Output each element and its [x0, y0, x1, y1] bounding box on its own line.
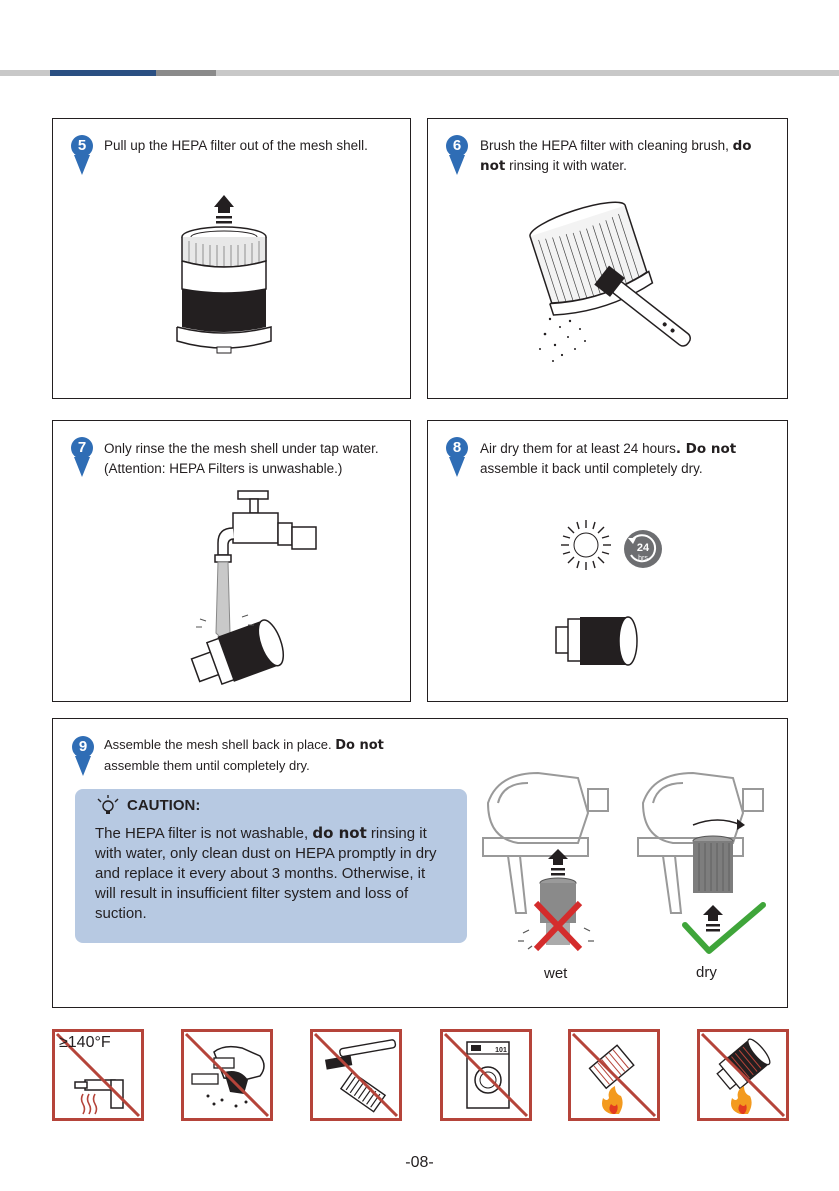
- step-6-panel: [427, 118, 788, 399]
- step-5-badge: 5: [71, 135, 93, 175]
- timer-24h-icon: [623, 529, 663, 569]
- tap-rinse-illustration: [178, 483, 328, 698]
- step-8-text: Air dry them for at least 24 hours. Do not assemble it back until completely dry.: [480, 441, 737, 476]
- brush-filter-illustration: [520, 199, 700, 369]
- header-bar-accent: [50, 70, 156, 76]
- hot-water-prohibited-icon: [52, 1029, 144, 1121]
- step-9-text: Assemble the mesh shell back in place. Do not assemble them until completely dry.: [104, 737, 384, 773]
- step-5-text: Pull up the HEPA filter out of the mesh shell.: [104, 138, 368, 153]
- hepa-filter-lift-illustration: [171, 189, 291, 369]
- step-7-panel: [52, 420, 411, 702]
- svg-text:24: 24: [636, 542, 650, 554]
- step-7-badge: 7: [71, 437, 93, 477]
- washing-machine-prohibited-icon: [440, 1029, 532, 1121]
- drying-shell-illustration: [550, 607, 650, 677]
- svg-text:hrs: hrs: [638, 555, 648, 562]
- step-6-text: Brush the HEPA filter with cleaning brush, do not rinsing it with water.: [480, 138, 752, 174]
- lightbulb-icon: [95, 795, 121, 817]
- step-9-panel: [52, 718, 788, 1008]
- caution-title: CAUTION:: [95, 795, 447, 817]
- sun-icon: [558, 517, 614, 573]
- dry-assembly-illustration: [633, 763, 783, 963]
- page-number: -08-: [405, 1154, 434, 1171]
- header-bar-gray: [156, 70, 216, 76]
- caution-box: [75, 789, 467, 943]
- shell-fire-prohibited-icon: [697, 1029, 789, 1121]
- header-bar: [0, 70, 839, 76]
- caption-wet: wet: [544, 965, 568, 982]
- step-5-panel: [52, 118, 411, 399]
- brush-prohibited-icon: [310, 1029, 402, 1121]
- hot-water-limit-label: ≥140°F: [59, 1034, 111, 1051]
- step-9-badge: 9: [72, 736, 94, 776]
- step-8-badge: 8: [446, 437, 468, 477]
- filter-fire-prohibited-icon: [568, 1029, 660, 1121]
- caption-dry: dry: [696, 964, 717, 981]
- caution-text: The HEPA filter is not washable, do not rinsing it with water, only clean dust on HEPA promptly in dry and replace it every about 3 months. Otherwise, it will result in insufficient filter system and loss of suction.: [95, 824, 437, 922]
- step-7-text: Only rinse the the mesh shell under tap water. (Attention: HEPA Filters is unwashable.): [104, 441, 379, 476]
- step-8-panel: [427, 420, 788, 702]
- vacuum-wash-prohibited-icon: [181, 1029, 273, 1121]
- step-6-badge: 6: [446, 135, 468, 175]
- svg-text:101: 101: [495, 1047, 507, 1054]
- wet-assembly-illustration: [478, 763, 628, 963]
